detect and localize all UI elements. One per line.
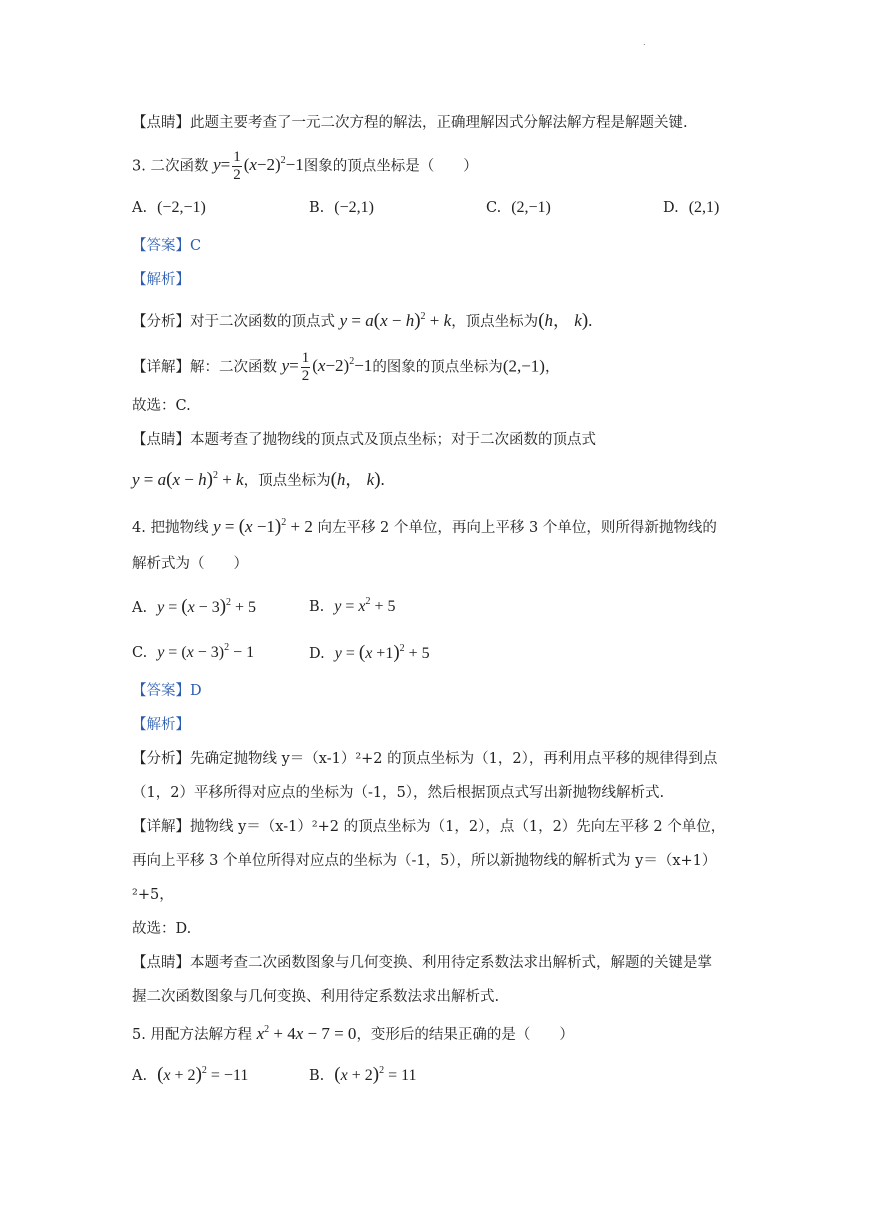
- q3-stem: [132, 150, 478, 183]
- q4-choose: 故选：D.: [132, 921, 192, 937]
- q3-choose: 故选：C.: [132, 398, 191, 414]
- q4-stem-line2: 解析式为（ ）: [132, 556, 248, 572]
- q4-xiangjie-2: 再向上平移 3 个单位所得对应点的坐标为（-1，5），所以新抛物线的解析式为 y＝（x+1）: [132, 853, 717, 869]
- q2-comment: 【点睛】此题主要考查了一元二次方程的解法，正确理解因式分解法解方程是解题关键.: [132, 115, 688, 131]
- q4-xiangjie-1: 【详解】抛物线 y＝（x-1）²+2 的顶点坐标为（1，2），点（1，2）先向左平移 2 个单位，: [132, 819, 726, 835]
- q4-analysis-title: 【解析】: [132, 717, 190, 733]
- q3-dianjing-2: $y = a(x - h)^2 + k$，顶点坐标为(h， k).: [132, 469, 385, 490]
- q3-fenxi: 【分析】对于二次函数的顶点式 $y = a(x - h)^2 + k$，顶点坐标为(h， k).: [132, 310, 593, 331]
- q4-option-b: B. $y = x^2 + 5$: [309, 596, 396, 615]
- q4-answer: 【答案】D: [132, 683, 202, 699]
- q3-stem-prefix: 3. 二次函数: [132, 158, 209, 175]
- q4-option-a: A. $y = (x - 3)^2 + 5$: [132, 596, 257, 617]
- q3-option-b: B. (−2,1): [309, 199, 374, 216]
- q3-stem-suffix: 图象的顶点坐标是（ ）: [303, 158, 478, 175]
- q3-dianjing-1: 【点睛】本题考查了抛物线的顶点式及顶点坐标；对于二次函数的顶点式: [132, 432, 596, 448]
- q3-analysis-title: 【解析】: [132, 272, 190, 288]
- q4-fenxi-1: 【分析】先确定抛物线 y＝（x-1）²+2 的顶点坐标为（1，2），再利用点平移的规律得到点: [132, 751, 718, 767]
- q4-dianjing-2: 握二次函数图象与几何变换、利用待定系数法求出解析式.: [132, 989, 500, 1005]
- q3-option-c: C. (2,−1): [486, 199, 551, 216]
- q3-answer: 【答案】C: [132, 238, 202, 254]
- q3-xiangjie: 【详解】解：二次函数 y= $\frac{1}{2}$ $(x-2)^2-1$的图象的顶点坐标为(2,−1)，: [132, 350, 560, 384]
- q4-option-d: D. $y = (x +1)^2 + 5$: [309, 642, 430, 663]
- q3-option-d: D. (2,1): [663, 199, 720, 216]
- q4-stem: 4. 把抛物线 $y = (x -1)^2 + 2$ 向左平移 2 个单位，再向上平移 3 个单位，则所得新抛物线的: [132, 516, 717, 537]
- q4-fenxi-2: （1，2）平移所得对应点的坐标为（-1，5），然后根据顶点式写出新抛物线解析式.: [132, 785, 665, 801]
- q5-stem: 5. 用配方法解方程 $x^2 + 4x - 7 = 0$，变形后的结果正确的是（ ）: [132, 1024, 574, 1043]
- q3-equation: y= $\frac{1}{2}$ $(x-2)^2-1$: [213, 149, 304, 183]
- q4-dianjing-1: 【点睛】本题考查二次函数图象与几何变换、利用待定系数法求出解析式，解题的关键是掌: [132, 955, 712, 971]
- q5-option-a: A. $(x + 2)^2 = -11$: [132, 1064, 249, 1085]
- q3-option-a: A. (−2,−1): [132, 199, 206, 216]
- q4-option-c: C. $y = (x - 3)^2 - 1$: [132, 642, 255, 661]
- header-mark: .: [643, 38, 646, 47]
- q5-option-b: B. $(x + 2)^2 = 11$: [309, 1064, 417, 1085]
- q4-xiangjie-3: ²+5，: [132, 887, 174, 903]
